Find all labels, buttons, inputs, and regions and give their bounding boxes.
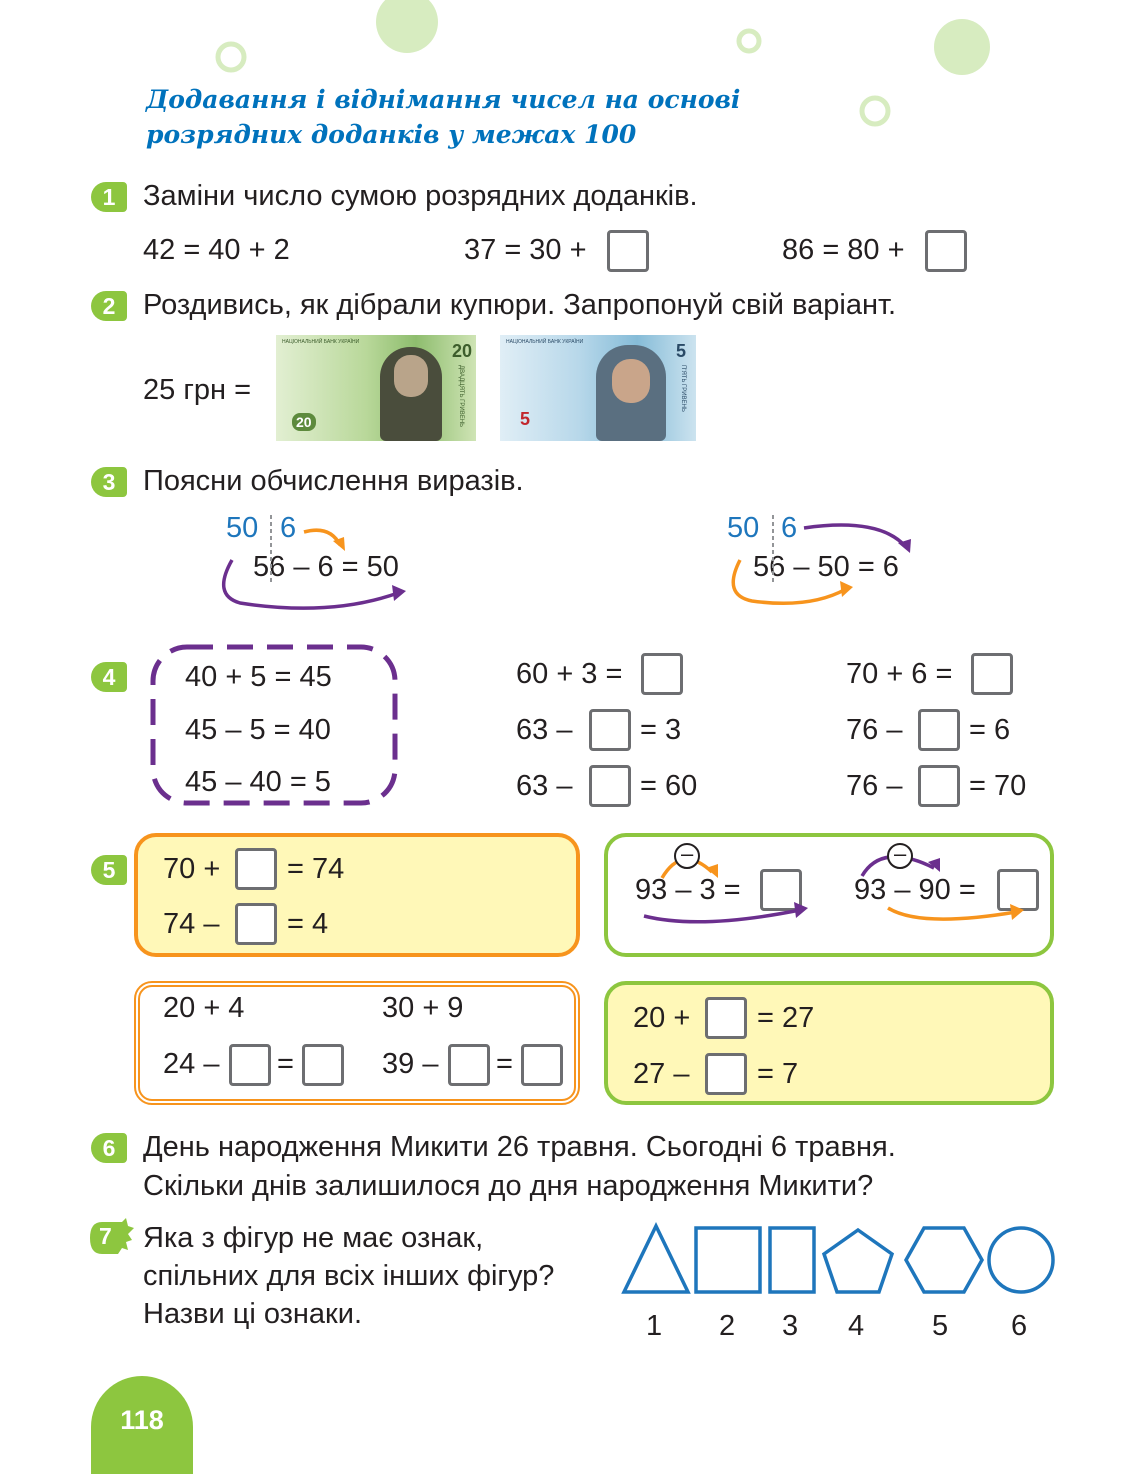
example-2-arrows: [700, 505, 940, 615]
answer-box[interactable]: [607, 230, 649, 272]
square-shape: [696, 1228, 760, 1292]
deco-circle-right: [934, 19, 990, 75]
page-title-line-1: Додавання і віднімання чисел на основі: [146, 85, 741, 114]
purple-arrow: [804, 525, 906, 547]
banknote-denomination: 5: [520, 409, 531, 429]
answer-box[interactable]: [235, 903, 277, 945]
answer-box[interactable]: [925, 230, 967, 272]
shape-label-2: 2: [719, 1310, 736, 1342]
orange-arrowhead: [706, 864, 718, 878]
card3-top-left: 20 + 4: [163, 992, 245, 1024]
card2-expr-1: 93 – 3 =: [635, 874, 741, 906]
page-title-line-2: розрядних доданків у межах 100: [146, 120, 637, 149]
card1-row1-right: = 74: [287, 853, 345, 885]
task-4-col1-row2: 45 – 5 = 40: [185, 714, 331, 746]
task-6-number: 6: [91, 1133, 127, 1163]
banknote-denomination-corner: 20: [452, 341, 473, 361]
rectangle-shape: [770, 1228, 814, 1292]
task-4-col3-row3-right: = 70: [969, 770, 1027, 802]
card3-bottom-left: 24 –: [163, 1048, 220, 1080]
orange-arrow: [733, 560, 846, 603]
banknote-denomination: 20: [292, 413, 316, 431]
task-7-line-3: Назви ці ознаки.: [143, 1298, 363, 1330]
answer-box[interactable]: [641, 653, 683, 695]
purple-arrow: [644, 910, 800, 922]
task-4-col3-row1: 70 + 6 =: [846, 658, 953, 690]
banknote-5-hryvnia: [500, 335, 696, 441]
answer-box[interactable]: [589, 765, 631, 807]
card4-row2-left: 27 –: [633, 1058, 690, 1090]
banknote-face: [394, 355, 428, 397]
task-2-text: Роздивись, як дібрали купюри. Запропонуй свій варіант.: [143, 289, 897, 321]
task-1-eq-2: 37 = 30 +: [464, 234, 587, 266]
card3-top-right: 30 + 9: [382, 992, 464, 1024]
task-7-number: 7: [99, 1223, 112, 1249]
task-7-shapes: [620, 1220, 1060, 1300]
answer-box[interactable]: [971, 653, 1013, 695]
task-1-eq-1: 42 = 40 + 2: [143, 234, 290, 266]
card2-expr-2: 93 – 90 =: [854, 874, 976, 906]
task-1-number: 1: [91, 182, 127, 212]
card1-row2-right: = 4: [287, 908, 329, 940]
example-1-expression: 56 – 6 = 50: [253, 551, 399, 583]
answer-box[interactable]: [705, 1053, 747, 1095]
task-1-text: Заміни число сумою розрядних доданків.: [143, 180, 698, 212]
task-4-col1-row1: 40 + 5 = 45: [185, 661, 332, 693]
banknote-words: ДВАДЦЯТЬ ГРИВЕНЬ: [458, 365, 464, 428]
purple-arrow: [224, 560, 398, 608]
task-3-number: 3: [91, 467, 127, 497]
orange-arrow: [304, 530, 340, 545]
banknote-header: НАЦІОНАЛЬНИЙ БАНК УКРАЇНИ: [282, 339, 360, 345]
example-1-tens: 50: [226, 512, 259, 544]
shape-label-3: 3: [782, 1310, 799, 1342]
task-4-col2-row2-left: 63 –: [516, 714, 573, 746]
deco-circle-big-top: [376, 0, 438, 53]
example-2-tens: 50: [727, 512, 760, 544]
minus-sign: –: [894, 841, 907, 866]
purple-arrowhead: [794, 902, 808, 918]
shape-label-6: 6: [1011, 1310, 1028, 1342]
purple-arrowhead: [392, 585, 406, 601]
answer-box[interactable]: [918, 765, 960, 807]
example-1-ones: 6: [280, 512, 297, 544]
banknote-face: [612, 359, 650, 403]
answer-box[interactable]: [589, 709, 631, 751]
answer-box[interactable]: [448, 1044, 490, 1086]
deco-ring-mid: [739, 31, 759, 51]
equals-sign: =: [277, 1048, 294, 1080]
task-7-line-2: спільних для всіх інших фігур?: [143, 1260, 555, 1292]
task-4-col3-row2-right: = 6: [969, 714, 1011, 746]
card4-row1-left: 20 +: [633, 1002, 691, 1034]
task-4-col2-row2-right: = 3: [640, 714, 682, 746]
task-5-number: 5: [91, 855, 127, 885]
answer-box[interactable]: [229, 1044, 271, 1086]
task-4-col2-row1: 60 + 3 =: [516, 658, 623, 690]
deco-ring-right: [862, 98, 888, 124]
card1-row1-left: 70 +: [163, 853, 221, 885]
shape-label-4: 4: [848, 1310, 865, 1342]
card3-bottom-right: 39 –: [382, 1048, 439, 1080]
task-4-col1-row3: 45 – 40 = 5: [185, 766, 331, 798]
task-4-col2-row3-left: 63 –: [516, 770, 573, 802]
task-6-line-1: День народження Микити 26 травня. Сьогодні 6 травня.: [143, 1131, 896, 1163]
task-3-text: Поясни обчислення виразів.: [143, 465, 524, 497]
triangle-shape: [624, 1226, 688, 1292]
deco-ring-left: [218, 44, 244, 70]
banknote-20-hryvnia: [276, 335, 476, 441]
task-4-number: 4: [91, 662, 127, 692]
banknote-words: П'ЯТЬ ГРИВЕНЬ: [680, 365, 686, 412]
task-4-col2-row3-right: = 60: [640, 770, 698, 802]
pentagon-shape: [824, 1230, 892, 1292]
orange-arrowhead: [840, 581, 853, 597]
answer-box[interactable]: [521, 1044, 563, 1086]
shape-label-5: 5: [932, 1310, 949, 1342]
task-1-eq-3: 86 = 80 +: [782, 234, 905, 266]
task-4-col3-row2-left: 76 –: [846, 714, 903, 746]
page-number: 118: [91, 1376, 193, 1474]
minus-sign: –: [681, 841, 694, 866]
task-7-line-1: Яка з фігур не має ознак,: [143, 1222, 484, 1254]
banknote-header: НАЦІОНАЛЬНИЙ БАНК УКРАЇНИ: [506, 339, 584, 345]
circle-shape: [989, 1228, 1053, 1292]
banknote-denomination-corner: 5: [676, 341, 687, 361]
orange-arrowhead: [1010, 904, 1024, 920]
card4-row1-right: = 27: [757, 1002, 815, 1034]
hexagon-shape: [906, 1228, 982, 1292]
example-2-ones: 6: [781, 512, 798, 544]
equals-sign: =: [496, 1048, 513, 1080]
answer-box[interactable]: [235, 848, 277, 890]
example-1-arrows: [200, 505, 440, 615]
task-4-col3-row3-left: 76 –: [846, 770, 903, 802]
answer-box[interactable]: [918, 709, 960, 751]
card1-row2-left: 74 –: [163, 908, 220, 940]
orange-arrow: [888, 908, 1016, 919]
task-2-lhs: 25 грн =: [143, 374, 252, 406]
answer-box[interactable]: [302, 1044, 344, 1086]
card4-row2-right: = 7: [757, 1058, 799, 1090]
answer-box[interactable]: [705, 997, 747, 1039]
task-6-line-2: Скільки днів залишилося до дня народження Микити?: [143, 1170, 874, 1202]
shape-label-1: 1: [646, 1310, 663, 1342]
task-2-number: 2: [91, 291, 127, 321]
example-2-expression: 56 – 50 = 6: [753, 551, 899, 583]
